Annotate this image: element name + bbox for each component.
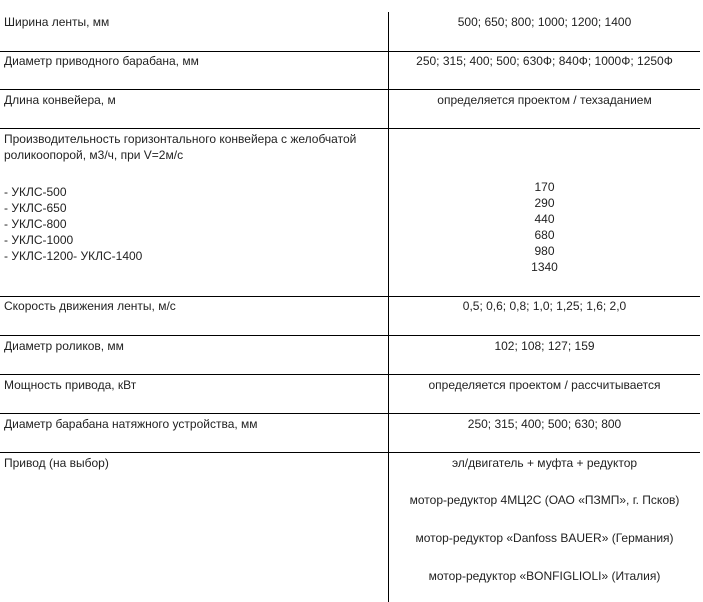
capacity-value: 290 (534, 196, 555, 210)
row-divider (0, 128, 700, 129)
model-item: - УКЛС-1000 (4, 233, 74, 247)
row-value-belt-width: 500; 650; 800; 1000; 1200; 1400 (457, 15, 632, 29)
row-value-drive-drum: 250; 315; 400; 500; 630Ф; 840Ф; 1000Ф; 1250Ф (416, 54, 673, 68)
row-label-drive-power: Мощность привода, кВт (4, 378, 137, 392)
row-value-belt-speed: 0,5; 0,6; 0,8; 1,0; 1,25; 1,6; 2,0 (462, 299, 627, 313)
capacity-model-list (4, 184, 384, 264)
row-divider (0, 51, 700, 52)
row-divider (0, 413, 700, 414)
row-value-drive-power: определяется проектом / рассчитывается (428, 378, 661, 392)
model-item: - УКЛС-500 (4, 185, 67, 199)
capacity-title-line: Производительность горизонтального конвейера с желобчатой (4, 132, 357, 146)
row-divider (0, 89, 700, 90)
row-value-roller-diameter: 102; 108; 127; 159 (494, 339, 595, 353)
drive-option: мотор-редуктор «BONFIGLIOLI» (Италия) (428, 569, 661, 583)
capacity-value: 170 (534, 180, 555, 194)
capacity-title-line: роликоопорой, м3/ч, при V=2м/с (4, 148, 184, 162)
row-label-drive-type: Привод (на выбор) (4, 456, 109, 470)
model-item: - УКЛС-650 (4, 201, 67, 215)
row-label-roller-diameter: Диаметр роликов, мм (4, 339, 124, 353)
drive-option: мотор-редуктор 4МЦ2С (ОАО «ПЗМП», г. Псков) (409, 493, 680, 507)
row-divider (0, 374, 700, 375)
row-label-tension-drum: Диаметр барабана натяжного устройства, мм (4, 417, 258, 431)
capacity-value: 440 (534, 212, 555, 226)
capacity-value: 1340 (531, 260, 558, 274)
row-divider (0, 452, 700, 453)
row-label-capacity (4, 131, 384, 163)
row-label-conveyor-length: Длина конвейера, м (4, 93, 116, 107)
model-item: - УКЛС-800 (4, 217, 67, 231)
row-label-belt-width: Ширина ленты, мм (4, 15, 110, 29)
row-divider (0, 296, 700, 297)
drive-option: эл/двигатель + муфта + редуктор (451, 456, 638, 470)
row-value-conveyor-length: определяется проектом / техзаданием (437, 93, 652, 107)
drive-option: мотор-редуктор «Danfoss BAUER» (Германия) (415, 531, 674, 545)
capacity-values (389, 179, 700, 275)
capacity-value: 980 (534, 244, 555, 258)
row-label-drive-drum: Диаметр приводного барабана, мм (4, 54, 199, 68)
row-value-tension-drum: 250; 315; 400; 500; 630; 800 (467, 417, 622, 431)
model-item: - УКЛС-1200- УКЛС-1400 (4, 249, 143, 263)
row-divider (0, 335, 700, 336)
capacity-value: 680 (534, 228, 555, 242)
row-label-belt-speed: Скорость движения ленты, м/с (4, 299, 176, 313)
